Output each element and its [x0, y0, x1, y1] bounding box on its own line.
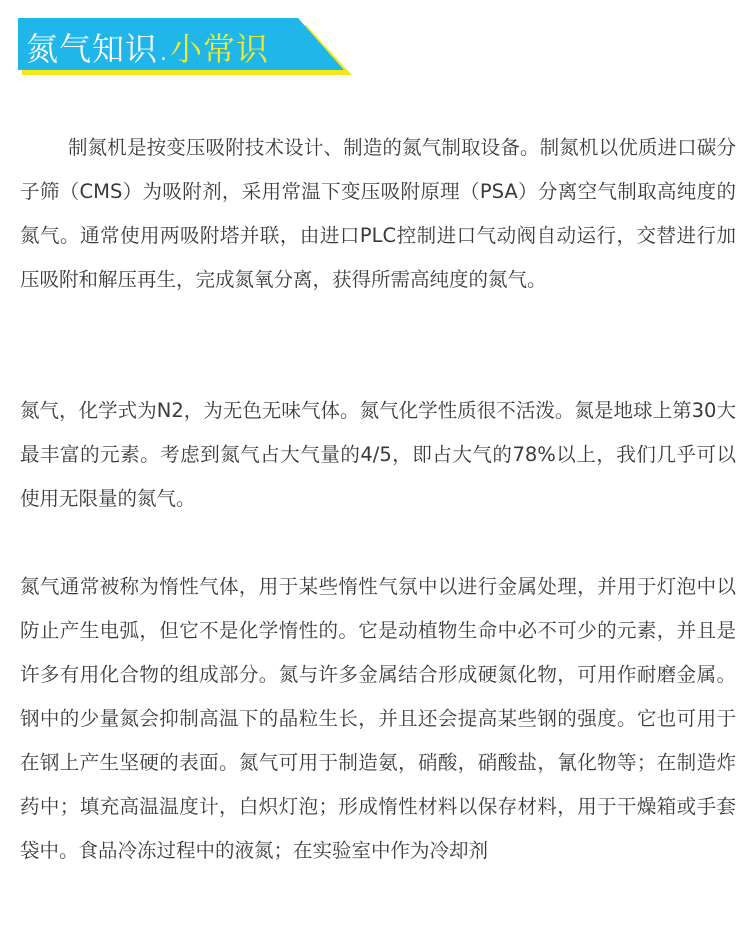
paragraph-nitrogen-generator: 制氮机是按变压吸附技术设计、制造的氮气制取设备。制氮机以优质进口碳分子筛（CMS）为吸附剂，采用常温下变压吸附原理（PSA）分离空气制取高纯度的氮气。通常使用两吸附塔并联，由进口PLC控制进口气动阀自动运行，交替进行加压吸附和解压再生，完成氮氧分离，获得所需高纯度的氮气。 [20, 136, 736, 291]
paragraph-nitrogen-uses: 氮气通常被称为惰性气体，用于某些惰性气氛中以进行金属处理，并用于灯泡中以防止产生电弧，但它不是化学惰性的。它是动植物生命中必不可少的元素，并且是许多有用化合物的组成部分。氮与许多金属结合形成硬氮化物，可用作耐磨金属。钢中的少量氮会抑制高温下的晶粒生长，并且还会提高某些钢的强度。它也可用于在钢上产生坚硬的表面。氮气可用于制造氨，硝酸，硝酸盐，氰化物等；在制造炸药中；填充高温温度计，白炽灯泡；形成惰性材料以保存材料，用于干燥箱或手套袋中。食品冷冻过程中的液氮；在实验室中作为冷却剂 [20, 575, 736, 862]
banner-title: 氮气知识 [26, 30, 159, 68]
banner-separator: . [160, 41, 169, 66]
banner-heading [26, 27, 269, 76]
paragraph-nitrogen-properties: 氮气，化学式为N2，为无色无味气体。氮气化学性质很不活泼。氮是地球上第30大最丰富的元素。考虑到氮气占大气量的4/5，即占大气的78%以上，我们几乎可以使用无限量的氮气。 [20, 399, 736, 510]
banner-subtitle: 小常识 [170, 30, 270, 68]
section-banner [0, 15, 352, 75]
